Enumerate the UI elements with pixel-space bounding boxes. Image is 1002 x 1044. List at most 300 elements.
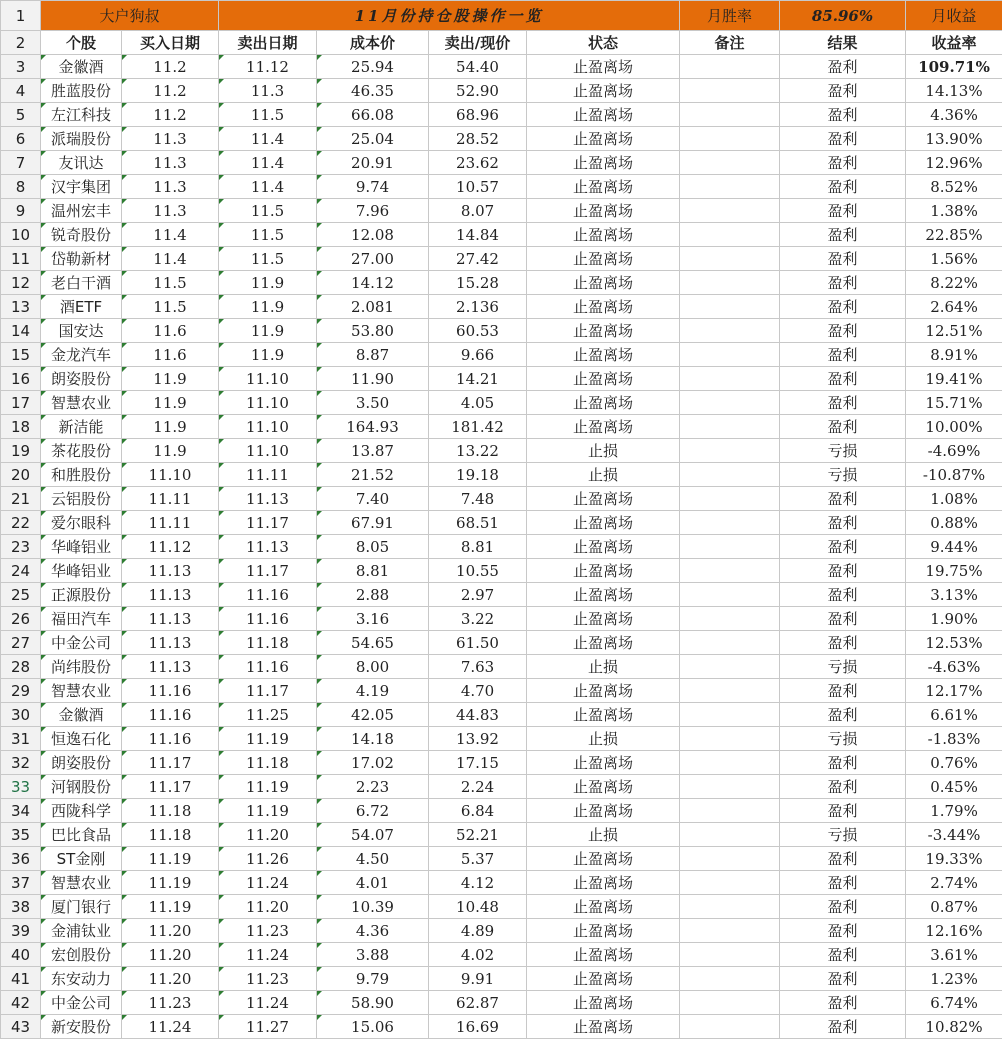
row-number[interactable]: 20	[1, 463, 41, 487]
row-number[interactable]: 21	[1, 487, 41, 511]
buy-date-cell[interactable]: 11.13	[122, 583, 219, 607]
stock-name-cell[interactable]: 左江科技	[41, 103, 122, 127]
note-cell[interactable]	[680, 103, 780, 127]
stock-name-cell[interactable]: 云铝股份	[41, 487, 122, 511]
buy-date-cell[interactable]: 11.9	[122, 367, 219, 391]
result-cell[interactable]: 盈利	[780, 487, 906, 511]
status-cell[interactable]: 止盈离场	[527, 199, 680, 223]
sell-date-cell[interactable]: 11.25	[219, 703, 317, 727]
sell-date-cell[interactable]: 11.24	[219, 871, 317, 895]
return-rate-cell[interactable]: 4.36%	[906, 103, 1002, 127]
return-rate-cell[interactable]: -1.83%	[906, 727, 1002, 751]
buy-date-cell[interactable]: 11.19	[122, 871, 219, 895]
row-number[interactable]: 37	[1, 871, 41, 895]
sell-date-cell[interactable]: 11.20	[219, 895, 317, 919]
result-cell[interactable]: 亏损	[780, 463, 906, 487]
header-return-rate[interactable]: 收益率	[906, 31, 1002, 55]
result-cell[interactable]: 盈利	[780, 175, 906, 199]
sell-price-cell[interactable]: 44.83	[429, 703, 527, 727]
result-cell[interactable]: 亏损	[780, 727, 906, 751]
cost-price-cell[interactable]: 7.40	[317, 487, 429, 511]
row-number[interactable]: 23	[1, 535, 41, 559]
sell-date-cell[interactable]: 11.12	[219, 55, 317, 79]
sell-price-cell[interactable]: 8.81	[429, 535, 527, 559]
win-rate-value-cell[interactable]: 85.96%	[780, 1, 906, 31]
buy-date-cell[interactable]: 11.11	[122, 511, 219, 535]
row-number[interactable]: 39	[1, 919, 41, 943]
buy-date-cell[interactable]: 11.3	[122, 127, 219, 151]
status-cell[interactable]: 止盈离场	[527, 751, 680, 775]
sell-date-cell[interactable]: 11.5	[219, 247, 317, 271]
sell-price-cell[interactable]: 15.28	[429, 271, 527, 295]
return-rate-cell[interactable]: 1.38%	[906, 199, 1002, 223]
note-cell[interactable]	[680, 583, 780, 607]
buy-date-cell[interactable]: 11.18	[122, 823, 219, 847]
stock-name-cell[interactable]: 汉宇集团	[41, 175, 122, 199]
row-number[interactable]: 41	[1, 967, 41, 991]
row-number[interactable]: 15	[1, 343, 41, 367]
cost-price-cell[interactable]: 4.01	[317, 871, 429, 895]
buy-date-cell[interactable]: 11.12	[122, 535, 219, 559]
return-rate-cell[interactable]: 0.45%	[906, 775, 1002, 799]
result-cell[interactable]: 亏损	[780, 823, 906, 847]
cost-price-cell[interactable]: 11.90	[317, 367, 429, 391]
status-cell[interactable]: 止盈离场	[527, 511, 680, 535]
return-rate-cell[interactable]: 19.75%	[906, 559, 1002, 583]
buy-date-cell[interactable]: 11.13	[122, 631, 219, 655]
sell-price-cell[interactable]: 68.51	[429, 511, 527, 535]
cost-price-cell[interactable]: 6.72	[317, 799, 429, 823]
stock-name-cell[interactable]: 茶花股份	[41, 439, 122, 463]
buy-date-cell[interactable]: 11.5	[122, 271, 219, 295]
author-title-cell[interactable]: 大户狗叔	[41, 1, 219, 31]
return-rate-cell[interactable]: 12.51%	[906, 319, 1002, 343]
buy-date-cell[interactable]: 11.11	[122, 487, 219, 511]
sell-date-cell[interactable]: 11.26	[219, 847, 317, 871]
sell-date-cell[interactable]: 11.4	[219, 175, 317, 199]
sell-price-cell[interactable]: 28.52	[429, 127, 527, 151]
buy-date-cell[interactable]: 11.20	[122, 967, 219, 991]
status-cell[interactable]: 止盈离场	[527, 175, 680, 199]
stock-name-cell[interactable]: 河钢股份	[41, 775, 122, 799]
result-cell[interactable]: 盈利	[780, 583, 906, 607]
note-cell[interactable]	[680, 79, 780, 103]
note-cell[interactable]	[680, 895, 780, 919]
status-cell[interactable]: 止盈离场	[527, 127, 680, 151]
note-cell[interactable]	[680, 535, 780, 559]
sell-date-cell[interactable]: 11.5	[219, 199, 317, 223]
note-cell[interactable]	[680, 439, 780, 463]
return-rate-cell[interactable]: -4.63%	[906, 655, 1002, 679]
buy-date-cell[interactable]: 11.20	[122, 919, 219, 943]
row-number[interactable]: 22	[1, 511, 41, 535]
cost-price-cell[interactable]: 2.88	[317, 583, 429, 607]
cost-price-cell[interactable]: 8.87	[317, 343, 429, 367]
note-cell[interactable]	[680, 127, 780, 151]
row-number[interactable]: 17	[1, 391, 41, 415]
note-cell[interactable]	[680, 871, 780, 895]
status-cell[interactable]: 止盈离场	[527, 871, 680, 895]
buy-date-cell[interactable]: 11.17	[122, 775, 219, 799]
result-cell[interactable]: 亏损	[780, 655, 906, 679]
return-rate-cell[interactable]: 6.61%	[906, 703, 1002, 727]
note-cell[interactable]	[680, 463, 780, 487]
header-status[interactable]: 状态	[527, 31, 680, 55]
status-cell[interactable]: 止盈离场	[527, 247, 680, 271]
return-rate-cell[interactable]: 8.22%	[906, 271, 1002, 295]
return-rate-cell[interactable]: 12.16%	[906, 919, 1002, 943]
result-cell[interactable]: 盈利	[780, 871, 906, 895]
row-number[interactable]: 26	[1, 607, 41, 631]
return-rate-cell[interactable]: 10.00%	[906, 415, 1002, 439]
sell-price-cell[interactable]: 62.87	[429, 991, 527, 1015]
buy-date-cell[interactable]: 11.13	[122, 559, 219, 583]
sell-price-cell[interactable]: 9.91	[429, 967, 527, 991]
note-cell[interactable]	[680, 727, 780, 751]
sell-price-cell[interactable]: 14.84	[429, 223, 527, 247]
cost-price-cell[interactable]: 25.04	[317, 127, 429, 151]
row-number[interactable]: 7	[1, 151, 41, 175]
return-rate-cell[interactable]: 9.44%	[906, 535, 1002, 559]
stock-name-cell[interactable]: 岱勒新材	[41, 247, 122, 271]
return-rate-cell[interactable]: 19.33%	[906, 847, 1002, 871]
note-cell[interactable]	[680, 703, 780, 727]
row-number[interactable]: 13	[1, 295, 41, 319]
result-cell[interactable]: 盈利	[780, 799, 906, 823]
cost-price-cell[interactable]: 10.39	[317, 895, 429, 919]
stock-name-cell[interactable]: 朗姿股份	[41, 367, 122, 391]
sell-date-cell[interactable]: 11.17	[219, 511, 317, 535]
stock-name-cell[interactable]: 国安达	[41, 319, 122, 343]
note-cell[interactable]	[680, 847, 780, 871]
buy-date-cell[interactable]: 11.9	[122, 415, 219, 439]
return-rate-cell[interactable]: 1.79%	[906, 799, 1002, 823]
stock-name-cell[interactable]: 恒逸石化	[41, 727, 122, 751]
stock-name-cell[interactable]: 朗姿股份	[41, 751, 122, 775]
buy-date-cell[interactable]: 11.23	[122, 991, 219, 1015]
note-cell[interactable]	[680, 151, 780, 175]
stock-name-cell[interactable]: 金徽酒	[41, 703, 122, 727]
note-cell[interactable]	[680, 823, 780, 847]
cost-price-cell[interactable]: 3.88	[317, 943, 429, 967]
sell-date-cell[interactable]: 11.27	[219, 1015, 317, 1039]
note-cell[interactable]	[680, 511, 780, 535]
cost-price-cell[interactable]: 4.50	[317, 847, 429, 871]
return-rate-cell[interactable]: 1.90%	[906, 607, 1002, 631]
sell-date-cell[interactable]: 11.23	[219, 919, 317, 943]
return-rate-cell[interactable]: 1.08%	[906, 487, 1002, 511]
status-cell[interactable]: 止盈离场	[527, 295, 680, 319]
row-number[interactable]: 43	[1, 1015, 41, 1039]
cost-price-cell[interactable]: 15.06	[317, 1015, 429, 1039]
status-cell[interactable]: 止损	[527, 655, 680, 679]
note-cell[interactable]	[680, 751, 780, 775]
buy-date-cell[interactable]: 11.4	[122, 223, 219, 247]
return-rate-cell[interactable]: 109.71%	[906, 55, 1002, 79]
cost-price-cell[interactable]: 13.87	[317, 439, 429, 463]
row-number[interactable]: 18	[1, 415, 41, 439]
result-cell[interactable]: 盈利	[780, 295, 906, 319]
status-cell[interactable]: 止盈离场	[527, 343, 680, 367]
cost-price-cell[interactable]: 4.19	[317, 679, 429, 703]
sell-price-cell[interactable]: 4.89	[429, 919, 527, 943]
row-number[interactable]: 10	[1, 223, 41, 247]
sell-date-cell[interactable]: 11.11	[219, 463, 317, 487]
buy-date-cell[interactable]: 11.3	[122, 151, 219, 175]
cost-price-cell[interactable]: 164.93	[317, 415, 429, 439]
note-cell[interactable]	[680, 487, 780, 511]
status-cell[interactable]: 止盈离场	[527, 1015, 680, 1039]
row-number[interactable]: 28	[1, 655, 41, 679]
buy-date-cell[interactable]: 11.19	[122, 847, 219, 871]
buy-date-cell[interactable]: 11.4	[122, 247, 219, 271]
result-cell[interactable]: 盈利	[780, 415, 906, 439]
note-cell[interactable]	[680, 175, 780, 199]
status-cell[interactable]: 止盈离场	[527, 943, 680, 967]
header-sell-price[interactable]: 卖出/现价	[429, 31, 527, 55]
sell-price-cell[interactable]: 4.70	[429, 679, 527, 703]
cost-price-cell[interactable]: 8.05	[317, 535, 429, 559]
sheet-main-title-cell[interactable]: 11月份持仓股操作一览	[219, 1, 680, 31]
stock-name-cell[interactable]: ST金刚	[41, 847, 122, 871]
sell-price-cell[interactable]: 13.22	[429, 439, 527, 463]
row-number[interactable]: 35	[1, 823, 41, 847]
sell-price-cell[interactable]: 6.84	[429, 799, 527, 823]
row-number[interactable]: 3	[1, 55, 41, 79]
stock-name-cell[interactable]: 酒ETF	[41, 295, 122, 319]
sell-date-cell[interactable]: 11.9	[219, 271, 317, 295]
note-cell[interactable]	[680, 799, 780, 823]
cost-price-cell[interactable]: 14.18	[317, 727, 429, 751]
result-cell[interactable]: 亏损	[780, 439, 906, 463]
buy-date-cell[interactable]: 11.2	[122, 103, 219, 127]
sell-price-cell[interactable]: 68.96	[429, 103, 527, 127]
row-number[interactable]: 4	[1, 79, 41, 103]
row-number[interactable]: 24	[1, 559, 41, 583]
return-rate-cell[interactable]: 3.61%	[906, 943, 1002, 967]
sell-price-cell[interactable]: 54.40	[429, 55, 527, 79]
row-number[interactable]: 25	[1, 583, 41, 607]
sell-date-cell[interactable]: 11.9	[219, 343, 317, 367]
sell-date-cell[interactable]: 11.18	[219, 631, 317, 655]
return-rate-cell[interactable]: 12.53%	[906, 631, 1002, 655]
status-cell[interactable]: 止盈离场	[527, 799, 680, 823]
cost-price-cell[interactable]: 4.36	[317, 919, 429, 943]
sell-price-cell[interactable]: 8.07	[429, 199, 527, 223]
sell-price-cell[interactable]: 2.97	[429, 583, 527, 607]
note-cell[interactable]	[680, 367, 780, 391]
sell-price-cell[interactable]: 4.05	[429, 391, 527, 415]
cost-price-cell[interactable]: 9.74	[317, 175, 429, 199]
return-rate-cell[interactable]: 19.41%	[906, 367, 1002, 391]
sell-date-cell[interactable]: 11.5	[219, 103, 317, 127]
sell-date-cell[interactable]: 11.17	[219, 679, 317, 703]
cost-price-cell[interactable]: 3.16	[317, 607, 429, 631]
sell-price-cell[interactable]: 27.42	[429, 247, 527, 271]
row-number[interactable]: 8	[1, 175, 41, 199]
sell-date-cell[interactable]: 11.4	[219, 127, 317, 151]
status-cell[interactable]: 止盈离场	[527, 367, 680, 391]
row-number[interactable]: 14	[1, 319, 41, 343]
return-rate-cell[interactable]: 12.17%	[906, 679, 1002, 703]
row-number[interactable]: 34	[1, 799, 41, 823]
stock-name-cell[interactable]: 老白干酒	[41, 271, 122, 295]
status-cell[interactable]: 止盈离场	[527, 703, 680, 727]
row-number[interactable]: 11	[1, 247, 41, 271]
cost-price-cell[interactable]: 25.94	[317, 55, 429, 79]
result-cell[interactable]: 盈利	[780, 103, 906, 127]
stock-name-cell[interactable]: 金浦钛业	[41, 919, 122, 943]
stock-name-cell[interactable]: 锐奇股份	[41, 223, 122, 247]
return-rate-cell[interactable]: 6.74%	[906, 991, 1002, 1015]
stock-name-cell[interactable]: 智慧农业	[41, 679, 122, 703]
note-cell[interactable]	[680, 415, 780, 439]
buy-date-cell[interactable]: 11.9	[122, 391, 219, 415]
sell-date-cell[interactable]: 11.18	[219, 751, 317, 775]
result-cell[interactable]: 盈利	[780, 127, 906, 151]
stock-name-cell[interactable]: 智慧农业	[41, 871, 122, 895]
buy-date-cell[interactable]: 11.2	[122, 55, 219, 79]
status-cell[interactable]: 止盈离场	[527, 631, 680, 655]
sell-date-cell[interactable]: 11.5	[219, 223, 317, 247]
note-cell[interactable]	[680, 679, 780, 703]
return-rate-cell[interactable]: 1.56%	[906, 247, 1002, 271]
sell-date-cell[interactable]: 11.19	[219, 799, 317, 823]
note-cell[interactable]	[680, 295, 780, 319]
stock-name-cell[interactable]: 宏创股份	[41, 943, 122, 967]
status-cell[interactable]: 止盈离场	[527, 55, 680, 79]
status-cell[interactable]: 止损	[527, 727, 680, 751]
note-cell[interactable]	[680, 271, 780, 295]
cost-price-cell[interactable]: 9.79	[317, 967, 429, 991]
status-cell[interactable]: 止盈离场	[527, 415, 680, 439]
note-cell[interactable]	[680, 55, 780, 79]
stock-name-cell[interactable]: 华峰铝业	[41, 559, 122, 583]
sell-price-cell[interactable]: 7.63	[429, 655, 527, 679]
row-number[interactable]: 31	[1, 727, 41, 751]
sell-date-cell[interactable]: 11.3	[219, 79, 317, 103]
stock-name-cell[interactable]: 金徽酒	[41, 55, 122, 79]
cost-price-cell[interactable]: 2.081	[317, 295, 429, 319]
status-cell[interactable]: 止盈离场	[527, 103, 680, 127]
result-cell[interactable]: 盈利	[780, 223, 906, 247]
status-cell[interactable]: 止盈离场	[527, 271, 680, 295]
row-number[interactable]: 27	[1, 631, 41, 655]
result-cell[interactable]: 盈利	[780, 247, 906, 271]
row-number[interactable]: 12	[1, 271, 41, 295]
header-buy-date[interactable]: 买入日期	[122, 31, 219, 55]
sell-price-cell[interactable]: 23.62	[429, 151, 527, 175]
status-cell[interactable]: 止损	[527, 823, 680, 847]
row-number[interactable]: 5	[1, 103, 41, 127]
note-cell[interactable]	[680, 223, 780, 247]
sell-price-cell[interactable]: 10.55	[429, 559, 527, 583]
stock-name-cell[interactable]: 尚纬股份	[41, 655, 122, 679]
result-cell[interactable]: 盈利	[780, 511, 906, 535]
buy-date-cell[interactable]: 11.20	[122, 943, 219, 967]
sell-price-cell[interactable]: 10.48	[429, 895, 527, 919]
stock-name-cell[interactable]: 智慧农业	[41, 391, 122, 415]
result-cell[interactable]: 盈利	[780, 895, 906, 919]
cost-price-cell[interactable]: 53.80	[317, 319, 429, 343]
stock-name-cell[interactable]: 中金公司	[41, 991, 122, 1015]
sell-price-cell[interactable]: 3.22	[429, 607, 527, 631]
sell-date-cell[interactable]: 11.24	[219, 943, 317, 967]
return-rate-cell[interactable]: 3.13%	[906, 583, 1002, 607]
status-cell[interactable]: 止盈离场	[527, 559, 680, 583]
sell-date-cell[interactable]: 11.4	[219, 151, 317, 175]
result-cell[interactable]: 盈利	[780, 367, 906, 391]
stock-name-cell[interactable]: 中金公司	[41, 631, 122, 655]
row-number[interactable]: 9	[1, 199, 41, 223]
row-number[interactable]: 2	[1, 31, 41, 55]
stock-name-cell[interactable]: 厦门银行	[41, 895, 122, 919]
stock-name-cell[interactable]: 新安股份	[41, 1015, 122, 1039]
stock-name-cell[interactable]: 正源股份	[41, 583, 122, 607]
note-cell[interactable]	[680, 991, 780, 1015]
return-rate-cell[interactable]: 8.91%	[906, 343, 1002, 367]
cost-price-cell[interactable]: 12.08	[317, 223, 429, 247]
return-rate-cell[interactable]: 12.96%	[906, 151, 1002, 175]
cost-price-cell[interactable]: 20.91	[317, 151, 429, 175]
status-cell[interactable]: 止盈离场	[527, 391, 680, 415]
return-rate-cell[interactable]: 0.76%	[906, 751, 1002, 775]
sell-date-cell[interactable]: 11.19	[219, 775, 317, 799]
sell-price-cell[interactable]: 19.18	[429, 463, 527, 487]
win-rate-label-cell[interactable]: 月胜率	[680, 1, 780, 31]
stock-name-cell[interactable]: 东安动力	[41, 967, 122, 991]
sell-price-cell[interactable]: 52.90	[429, 79, 527, 103]
sell-price-cell[interactable]: 10.57	[429, 175, 527, 199]
status-cell[interactable]: 止盈离场	[527, 535, 680, 559]
sell-price-cell[interactable]: 14.21	[429, 367, 527, 391]
sell-price-cell[interactable]: 52.21	[429, 823, 527, 847]
stock-name-cell[interactable]: 华峰铝业	[41, 535, 122, 559]
stock-name-cell[interactable]: 新洁能	[41, 415, 122, 439]
cost-price-cell[interactable]: 67.91	[317, 511, 429, 535]
monthly-return-label-cell[interactable]: 月收益	[906, 1, 1002, 31]
status-cell[interactable]: 止盈离场	[527, 583, 680, 607]
sell-price-cell[interactable]: 16.69	[429, 1015, 527, 1039]
status-cell[interactable]: 止盈离场	[527, 919, 680, 943]
sell-date-cell[interactable]: 11.10	[219, 391, 317, 415]
sell-date-cell[interactable]: 11.16	[219, 607, 317, 631]
cost-price-cell[interactable]: 54.07	[317, 823, 429, 847]
status-cell[interactable]: 止盈离场	[527, 79, 680, 103]
sell-date-cell[interactable]: 11.16	[219, 583, 317, 607]
stock-name-cell[interactable]: 友讯达	[41, 151, 122, 175]
note-cell[interactable]	[680, 967, 780, 991]
row-number[interactable]: 38	[1, 895, 41, 919]
sell-price-cell[interactable]: 61.50	[429, 631, 527, 655]
return-rate-cell[interactable]: 2.64%	[906, 295, 1002, 319]
stock-name-cell[interactable]: 爱尔眼科	[41, 511, 122, 535]
note-cell[interactable]	[680, 775, 780, 799]
result-cell[interactable]: 盈利	[780, 751, 906, 775]
cost-price-cell[interactable]: 66.08	[317, 103, 429, 127]
stock-name-cell[interactable]: 胜蓝股份	[41, 79, 122, 103]
buy-date-cell[interactable]: 11.17	[122, 751, 219, 775]
sell-date-cell[interactable]: 11.23	[219, 967, 317, 991]
cost-price-cell[interactable]: 3.50	[317, 391, 429, 415]
cost-price-cell[interactable]: 17.02	[317, 751, 429, 775]
return-rate-cell[interactable]: 0.87%	[906, 895, 1002, 919]
result-cell[interactable]: 盈利	[780, 151, 906, 175]
return-rate-cell[interactable]: 15.71%	[906, 391, 1002, 415]
status-cell[interactable]: 止盈离场	[527, 991, 680, 1015]
sell-date-cell[interactable]: 11.17	[219, 559, 317, 583]
return-rate-cell[interactable]: -3.44%	[906, 823, 1002, 847]
